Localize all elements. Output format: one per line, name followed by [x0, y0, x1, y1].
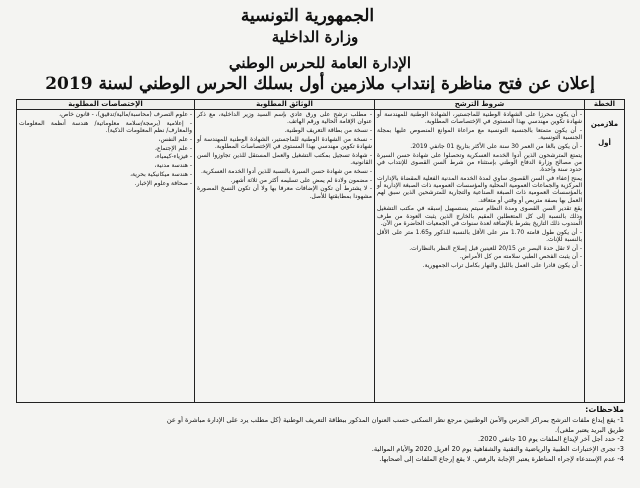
- specialties-cell: [17, 110, 195, 403]
- specialty-item: - هندسة مدنية،: [154, 162, 192, 170]
- document-item: - نسخة من بطاقة التعريف الوطنية.: [284, 127, 372, 134]
- note-item: طريق البريد يعتبر ملغى).: [555, 425, 624, 434]
- condition-item: يمنح إعفاء في السن القصوى ساوي لمدة الخدمة المدنية الفعلية المقضاة بالإدارات المركزية والجماعات العمومية المحلية والمؤسسات العمومية ذات الصبغة الإدارية أو بالمؤسسات العمومية ذات الصبغة الصناعية والتجارية للمترشحين الذين سبق لهم العمل بها بصفة متربص أو وقتي أو متعاقد.: [377, 175, 582, 204]
- condition-item: - أن لا تقل حدة البصر عن 20/15 للعينين قبل إصلاح النظر بالنظارات.: [409, 244, 582, 252]
- condition-item: يقع تقدير السن القصوى ومدة النظام سيتم يستسهيل إسبقه في مكتب التشغيل وذلك بالنسبة إلى كل المتعطلين المقيم بالخارج الذين يثبت العودة من طرف المندوب ذلك التاريخ بشرط بالإضافة لعدة سنوات في الجمعيات الحاضرة من الآن.: [377, 205, 582, 227]
- condition-item: - أن يكون قادرا على العمل بالليل والنهار بكامل تراب الجمهورية.: [422, 262, 582, 270]
- notes-title: ملاحظات:: [585, 405, 624, 414]
- document-item: - نسخة من شهادة حسن السيرة بالنسبة للذين أدوا الخدمة العسكرية.: [200, 167, 372, 175]
- specialty-item: - إعلامية (برمجة/سلامة معلوماتية/ هندسة أنظمة المعلومات والمعارف/ نظم المعلومات الذكية).: [19, 119, 192, 134]
- header-documents: الوثائق المطلوبة: [195, 100, 375, 110]
- announcement-title: إعلان عن فتح مناظرة إنتداب ملازمين أول بسلك الحرس الوطني لسنة 2019: [45, 74, 595, 94]
- table-header-row: [17, 100, 625, 110]
- document-item: - شهادة تسجيل بمكتب التشغيل والعمل المستقل للذين تجاوزوا السن القانونية.: [197, 151, 372, 166]
- header-plan: الخطة: [585, 100, 625, 110]
- document-item: - مطلب ترشح على ورق عادي بإسم السيد وزير الداخلية، مع ذكر عنوان الإقامة الحالية ورقم الهاتف.: [197, 111, 372, 126]
- recruitment-table: [16, 99, 625, 403]
- condition-item: - أن يكون محرزا على الشهادة الوطنية للماجستير، الشهادة الوطنية للمهندسة أو شهادة تكوين مهندسي بهذا المستوى في الإختصاصات المطلوبة.: [377, 111, 582, 126]
- conditions-cell: [375, 110, 585, 403]
- header-conditions: شروط الترشح: [375, 100, 585, 110]
- specialty-item: - فيزياء-كيمياء،: [154, 153, 192, 161]
- directorate-heading: الإدارة العامة للحرس الوطني: [228, 54, 412, 72]
- plan-label: ملازمين أول: [590, 120, 619, 147]
- header-specialties: الإختصاصات المطلوبة: [17, 100, 195, 110]
- condition-item: يتمتع المترشحون الذين أدوا الخدمة العسكرية وتحصلوا على شهادة حسن السيرة من مصالح وزارة الدفاع الوطني بإستثناء من شرط السن القصوى للإنتداب في حدود سنة واحدة.: [377, 151, 582, 174]
- document-item: - مضمون ولادة لم يمض على تسليمه أكثر من ثلاثة أشهر.: [230, 176, 372, 184]
- specialty-item: - هندسة ميكانيكية بحرية،: [130, 170, 192, 178]
- specialty-item: - علم النفس،: [158, 135, 192, 143]
- document-item: - لا يشترط أن تكون الإضافات معرفا بها ولا أن تكون النسخ المصورة مشهودا بمطابقتها للأصل.: [197, 185, 372, 200]
- document-item: - نسخة من الشهادة الوطنية للماجستير، الشهادة الوطنية للمهندسة أو شهادة تكوين مهندسي بهذا المستوى في الإختصاصات المطلوبة.: [197, 135, 372, 150]
- condition-item: - أن يثبت الفحص الطبي سلامته من كل الأمراض.: [459, 253, 582, 261]
- ministry-heading: وزارة الداخلية: [271, 28, 359, 46]
- note-item: 1- يقع إيداع ملفات الترشح بمراكز الحرس والأمن الوطنيين مرجع نظر السكنى حسب العنوان المذكور ببطاقة التعريف الوطنية (كل مطلب يرد على الإدارة مباشرة أو عن: [166, 415, 624, 424]
- republic-heading: الجمهورية التونسية: [240, 6, 375, 26]
- condition-item: - أن يكون طول قامته 1.70 متر على الأقل بالنسبة للذكور و1.65 متر على الأقل بالنسبة للإناث.: [377, 228, 583, 243]
- condition-item: - أن يكون بالغا من العمر 30 سنة على الأكثر بتاريخ 01 جانفي 2019.: [410, 143, 582, 150]
- specialty-item: - علم الإجتماع،: [155, 144, 192, 152]
- plan-cell: [585, 110, 625, 403]
- specialty-item: - صحافة وعلوم الإخبار.: [134, 179, 192, 187]
- note-item: 2- حدد أجل آخر لإيداع الملفات يوم 10 جانفي 2020.: [478, 435, 624, 444]
- table-body-row: [17, 110, 625, 403]
- documents-cell: [195, 110, 375, 403]
- condition-item: - أن يكون متمتعا بالجنسية التونسية مع مراعاة الموانع المنصوص عليها بمجلة الجنسية التونسية.: [377, 127, 582, 142]
- notes-section: [16, 405, 624, 465]
- note-item: 3- تجرى الإختبارات الطبية والرياضية والتقنية والشفاهية يوم 20 أفريل 2020 والأيام الموالية.: [371, 445, 624, 454]
- specialty-item: - علوم التصرف (محاسبة/مالية/تدقيق)، - قانون خاص،: [59, 111, 192, 118]
- note-item: 4- عدم الإستدعاء لإجراء المناظرة يعتبر الإجابة بالرفض. لا يقع إرجاع الملفات إلى أصحابها.: [379, 454, 624, 463]
